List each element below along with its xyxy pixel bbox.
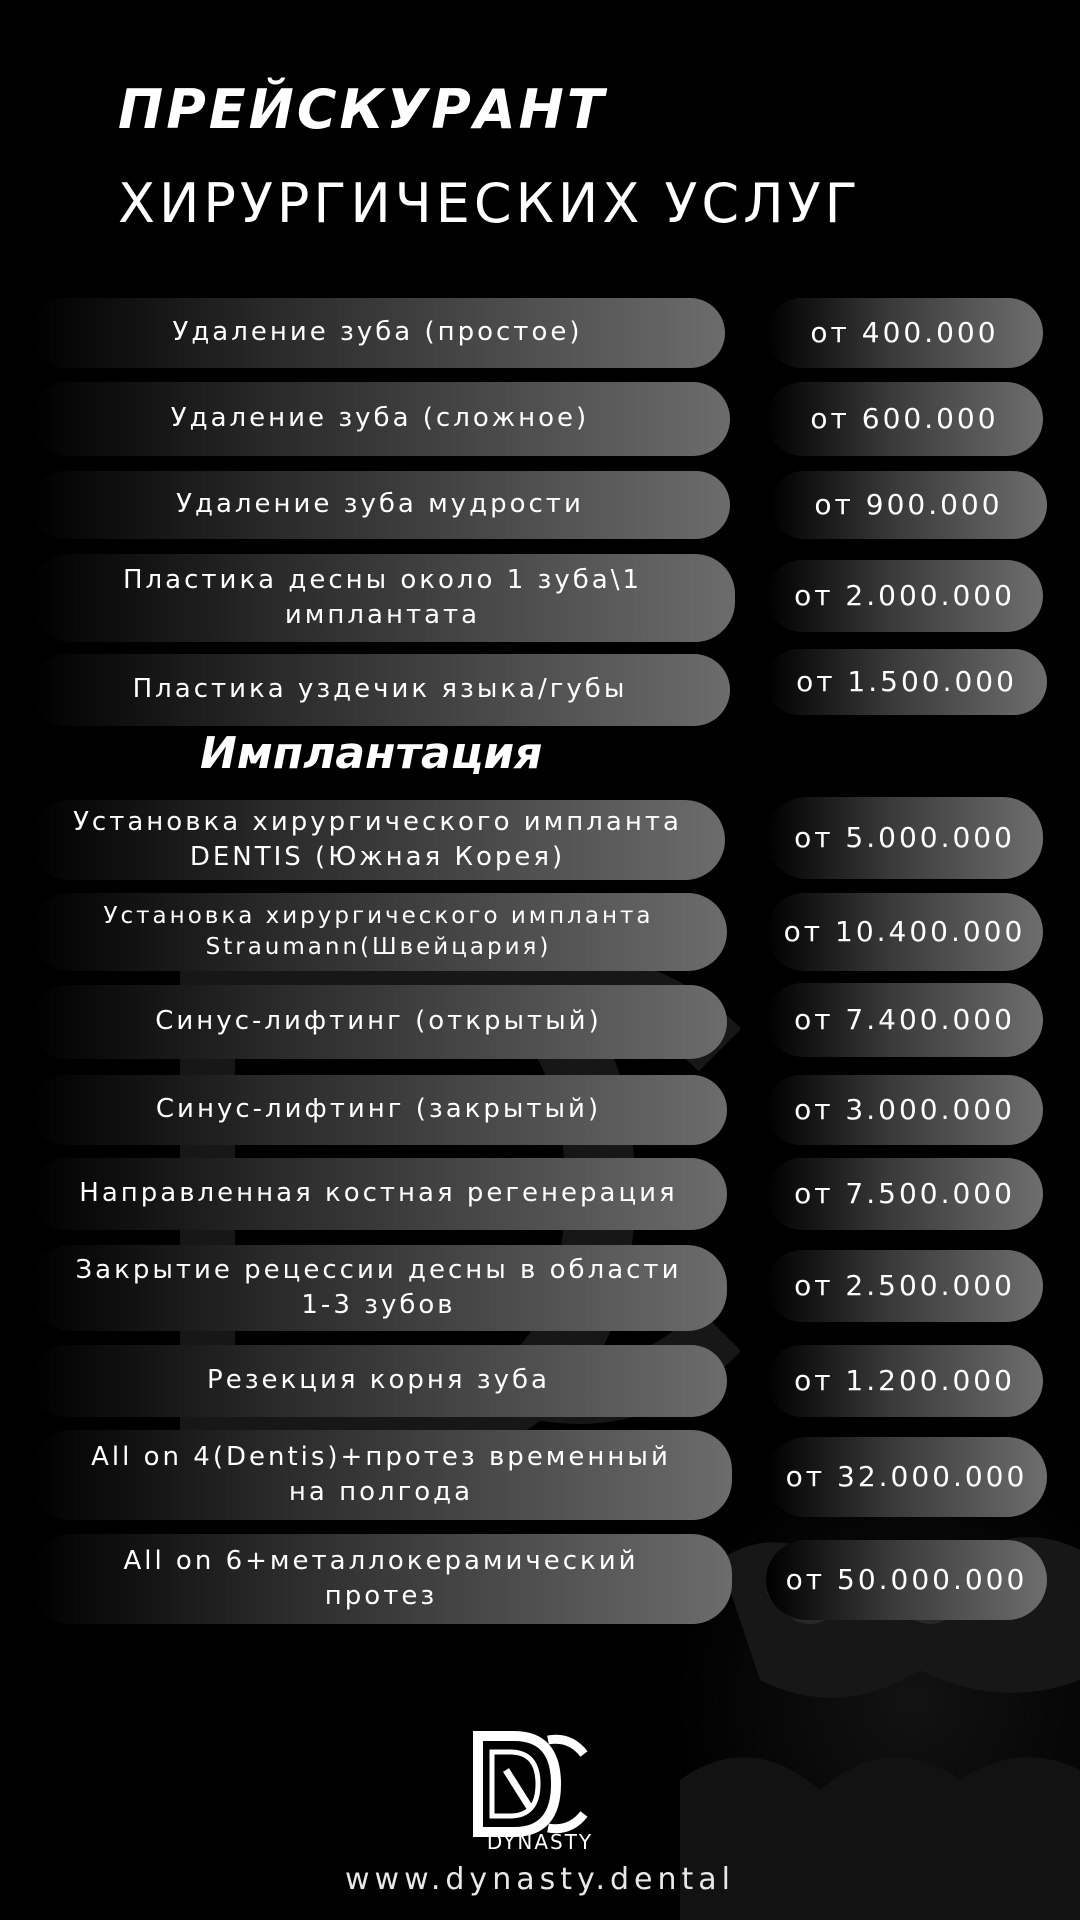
service-price: от 1.200.000 bbox=[766, 1345, 1043, 1417]
brand-name: DYNASTY bbox=[486, 1830, 594, 1854]
service-price: от 600.000 bbox=[766, 382, 1043, 456]
service-price: от 7.400.000 bbox=[766, 983, 1043, 1057]
service-name: All on 4(Dentis)+протез временный на полгода bbox=[30, 1430, 732, 1520]
service-price: от 400.000 bbox=[766, 298, 1043, 368]
service-name: Направленная костная регенерация bbox=[30, 1158, 727, 1230]
service-price: от 2.500.000 bbox=[766, 1250, 1043, 1322]
service-name: Удаление зуба мудрости bbox=[30, 471, 730, 539]
service-price: от 2.000.000 bbox=[766, 560, 1043, 632]
service-price: от 900.000 bbox=[770, 471, 1047, 539]
service-name: Удаление зуба (простое) bbox=[30, 298, 725, 368]
section-title-implantation: Имплантация bbox=[200, 728, 543, 779]
service-name: All on 6+металлокерамический протез bbox=[30, 1534, 732, 1624]
service-price: от 1.500.000 bbox=[766, 649, 1047, 715]
service-price: от 3.000.000 bbox=[766, 1075, 1043, 1145]
service-price: от 10.400.000 bbox=[766, 893, 1043, 971]
page-title: ПРЕЙСКУРАНТ bbox=[118, 78, 607, 141]
service-price: от 50.000.000 bbox=[766, 1540, 1047, 1620]
service-name: Закрытие рецессии десны в области 1-3 зубов bbox=[30, 1245, 727, 1331]
page-subtitle: ХИРУРГИЧЕСКИХ УСЛУГ bbox=[118, 172, 862, 235]
service-name: Удаление зуба (сложное) bbox=[30, 382, 730, 456]
service-price: от 7.500.000 bbox=[766, 1158, 1043, 1230]
service-name: Резекция корня зуба bbox=[30, 1345, 727, 1417]
service-name: Пластика уздечик языка/губы bbox=[30, 654, 730, 726]
service-name: Установка хирургического импланта Straumann(Швейцария) bbox=[30, 893, 727, 971]
website-link[interactable]: www.dynasty.dental bbox=[345, 1862, 735, 1897]
service-price: от 5.000.000 bbox=[766, 797, 1043, 879]
service-name: Пластика десны около 1 зуба\1 имплантата bbox=[30, 554, 735, 642]
service-name: Синус-лифтинг (закрытый) bbox=[30, 1075, 727, 1145]
service-price: от 32.000.000 bbox=[766, 1437, 1047, 1517]
service-name: Синус-лифтинг (открытый) bbox=[30, 985, 727, 1059]
dynasty-logo-icon bbox=[470, 1730, 590, 1840]
service-name: Установка хирургического импланта DENTIS (Южная Корея) bbox=[30, 800, 725, 880]
